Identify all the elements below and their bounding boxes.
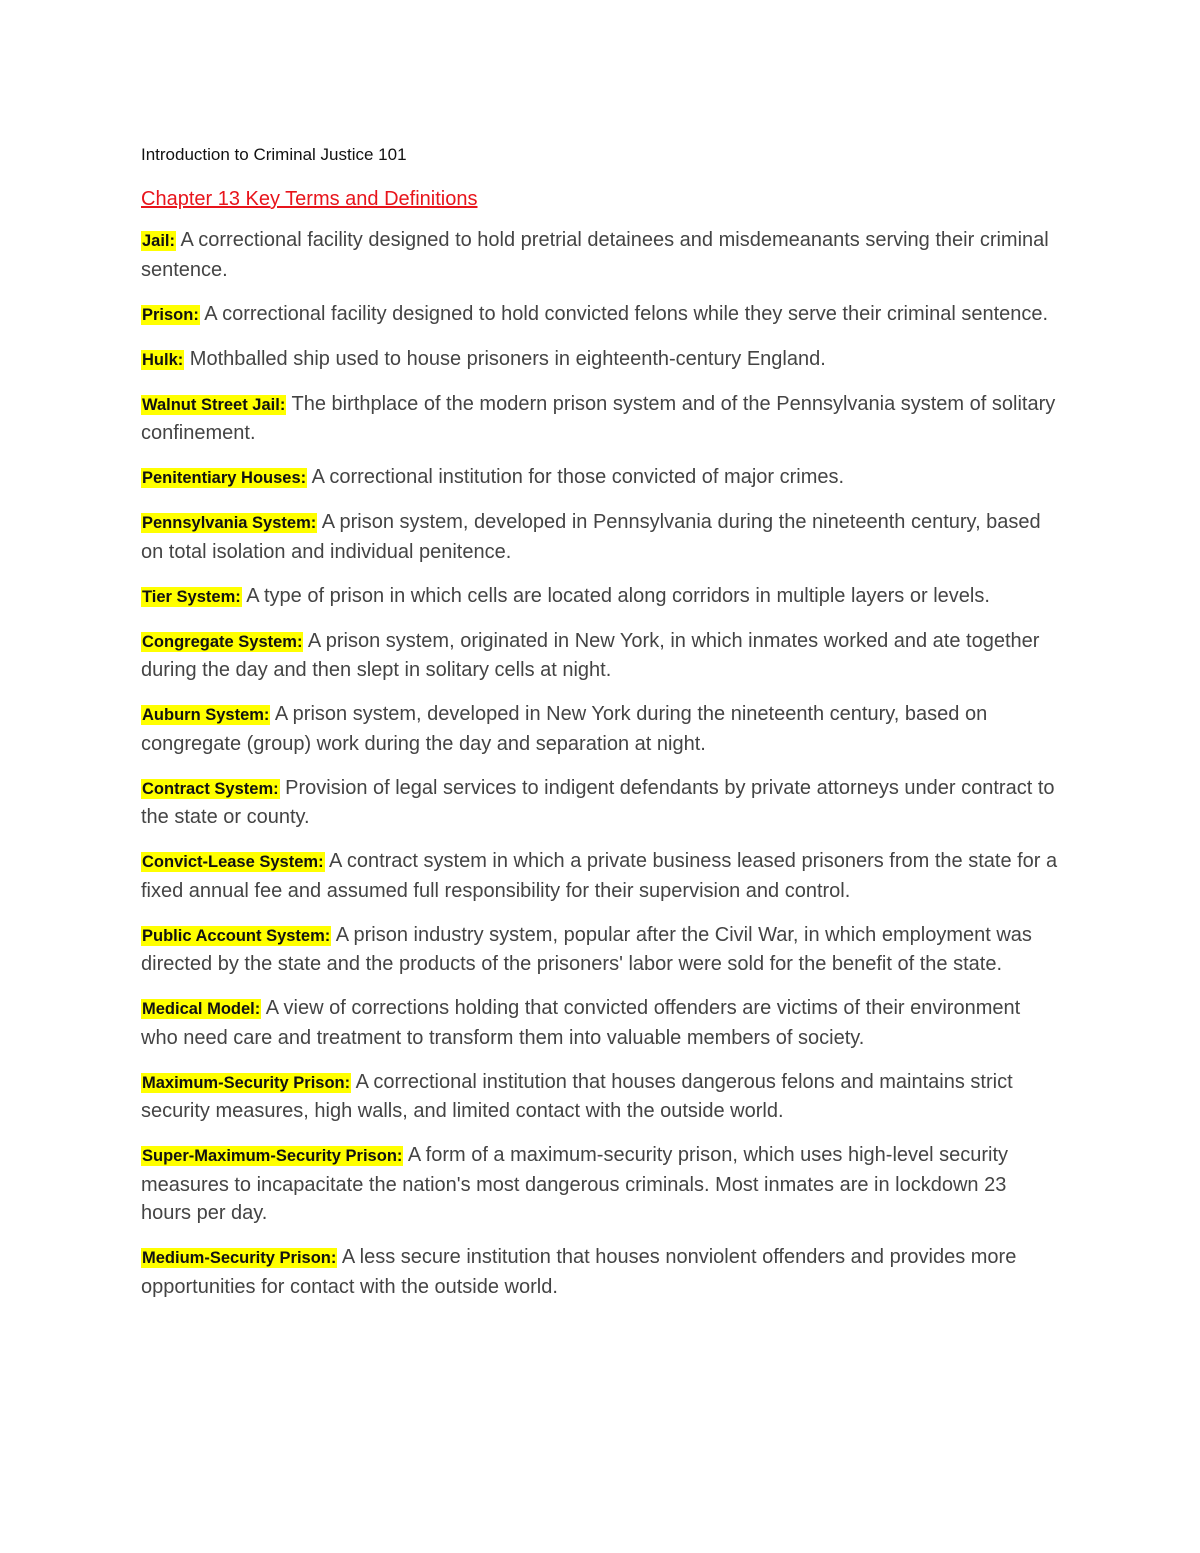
term-label: Congregate System: (142, 632, 303, 651)
term-definition: A correctional institution that houses dangerous felons and maintains strict security measures, high walls, and limited contact with the outside world. (141, 1070, 1013, 1122)
term-entry (141, 226, 1061, 284)
term-definition: A type of prison in which cells are located along corridors in multiple layers or levels. (241, 584, 990, 607)
term-definition: A view of corrections holding that convicted offenders are victims of their environment who need care and treatment to transform them into valuable members of society. (141, 997, 1021, 1049)
term-label: Tier System: (142, 587, 241, 606)
term-entry (141, 774, 1061, 832)
term-label: Auburn System: (142, 706, 270, 724)
term-label: Convict-Lease System: (142, 853, 324, 871)
term-definition: A correctional facility designed to hold convicted felons while they serve their criminal sentence. (199, 302, 1049, 325)
term-entry (141, 1141, 1061, 1228)
term-definition: A prison system, originated in New York, in which inmates worked and ate together during the day and then slept in solitary cells at night. (141, 629, 1040, 681)
term-definition: A less secure institution that houses nonviolent offenders and provides more opportunities for contact with the outside world. (141, 1246, 1017, 1298)
term-entry (141, 1068, 1061, 1126)
term-entry (141, 582, 1061, 612)
term-entry (141, 345, 1061, 375)
document-page (141, 142, 1061, 1317)
term-label: Jail: (142, 232, 176, 250)
term-definition: A prison system, developed in Pennsylvania during the nineteenth century, based on total isolation and individual penitence. (141, 511, 1041, 563)
term-entry (141, 1243, 1061, 1301)
term-entry (141, 300, 1061, 330)
term-label: Contract System: (142, 779, 279, 798)
term-definition: A prison system, developed in New York during the nineteenth century, based on congregate (group) work during the day and separation at night. (141, 703, 988, 755)
term-label: Walnut Street Jail: (142, 395, 286, 414)
term-entry (141, 921, 1061, 979)
term-definition: A correctional facility designed to hold pretrial detainees and misdemeanants serving their criminal sentence. (141, 229, 1049, 281)
term-entry (141, 627, 1061, 685)
term-entry (141, 700, 1061, 758)
term-label: Medical Model: (142, 1000, 261, 1018)
term-definition: A prison industry system, popular after the Civil War, in which employment was directed by the state and the products of the prisoners' labor were sold for the benefit of the state. (141, 923, 1032, 975)
term-definition: A correctional institution for those convicted of major crimes. (307, 466, 845, 488)
term-definition: A contract system in which a private business leased prisoners from the state for a fixed annual fee and assumed full responsibility for their supervision and control. (141, 850, 1058, 902)
term-entry (141, 847, 1061, 905)
course-title: Introduction to Criminal Justice 101 (141, 145, 407, 164)
term-label: Medium-Security Prison: (142, 1249, 337, 1267)
term-definition: A form of a maximum-security prison, which uses high-level security measures to incapacitate the nation's most dangerous criminals. Most inmates are in lockdown 23 hours per day. (141, 1144, 1009, 1224)
term-entry (141, 508, 1061, 566)
term-label: Pennsylvania System: (142, 514, 317, 532)
term-label: Penitentiary Houses: (142, 469, 307, 487)
term-entry (141, 463, 1061, 493)
term-label: Super-Maximum-Security Prison: (142, 1147, 403, 1165)
term-definition: Provision of legal services to indigent defendants by private attorneys under contract to the state or county. (141, 776, 1055, 828)
term-label: Maximum-Security Prison: (142, 1073, 351, 1092)
term-definition: The birthplace of the modern prison system and of the Pennsylvania system of solitary confinement. (141, 392, 1056, 444)
term-label: Hulk: (142, 350, 184, 369)
chapter-heading: Chapter 13 Key Terms and Definitions (141, 188, 478, 210)
term-label: Prison: (142, 305, 199, 324)
term-label: Public Account System: (142, 926, 331, 945)
term-entry (141, 994, 1061, 1052)
term-entry (141, 390, 1061, 448)
term-definition: Mothballed ship used to house prisoners in eighteenth-century England. (184, 347, 826, 370)
